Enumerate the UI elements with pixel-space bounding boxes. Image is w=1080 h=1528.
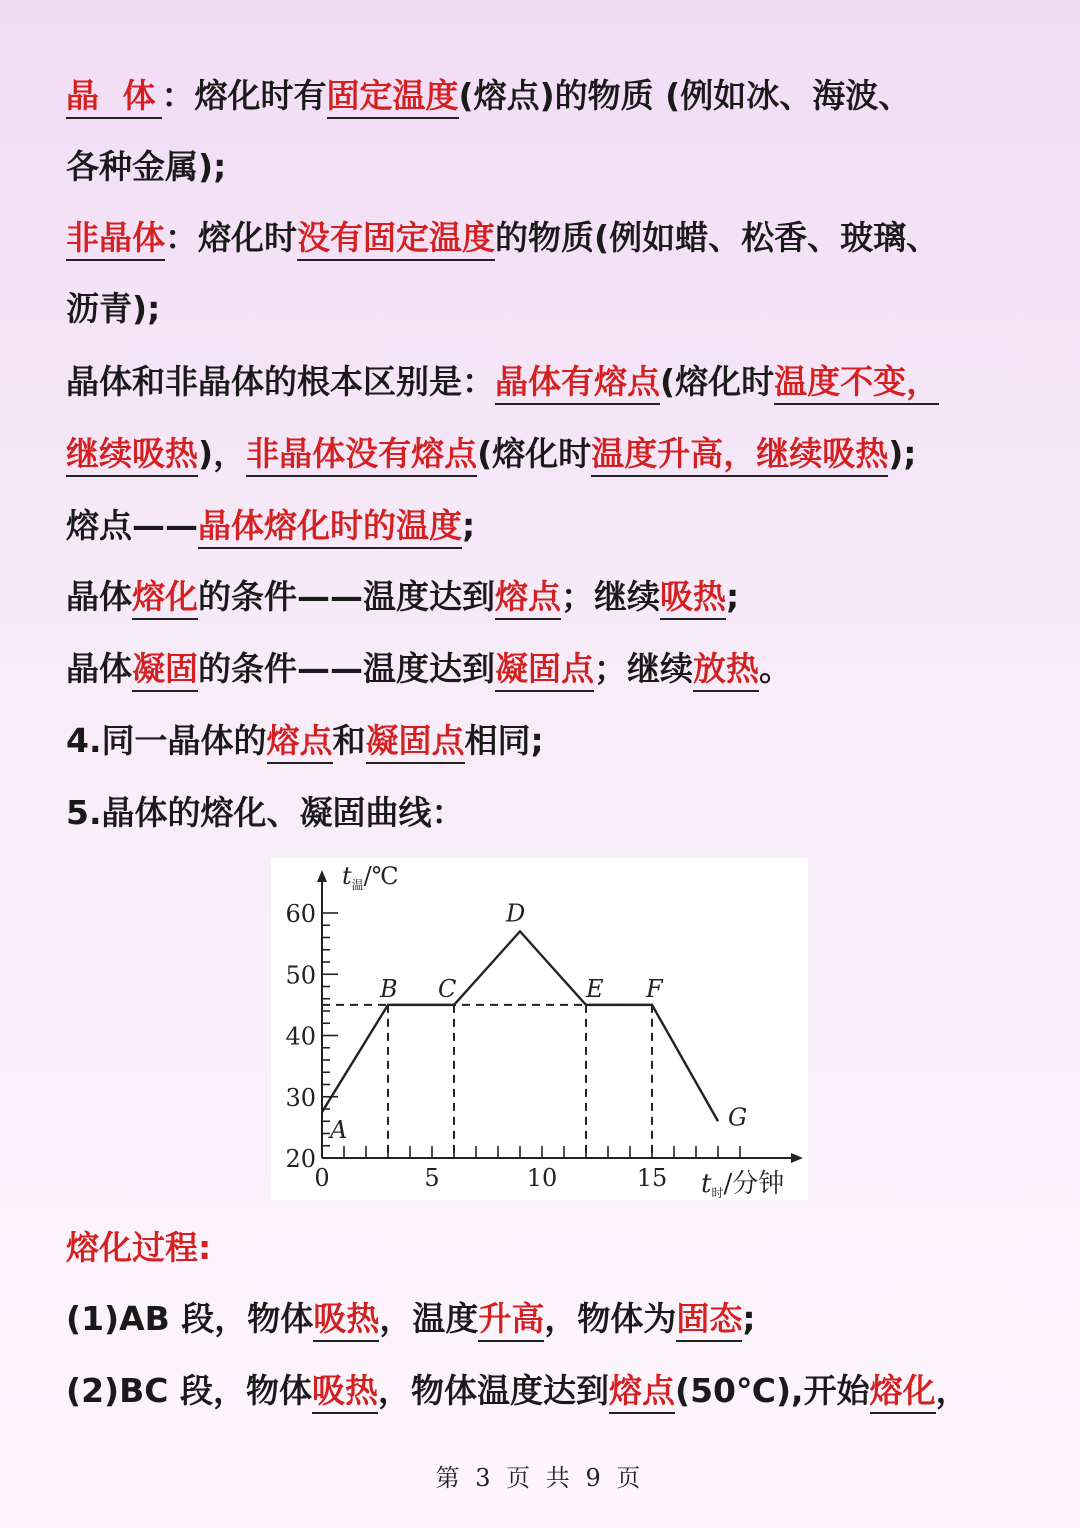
point-label-d: D: [506, 899, 526, 928]
text: ；继续: [594, 649, 693, 688]
line-difference: [66, 362, 1040, 402]
text: );: [888, 434, 917, 473]
keyword: 温度不变，: [774, 362, 939, 405]
line-melting-point: [66, 506, 1040, 546]
line-amorphous-definition: [66, 218, 1040, 258]
y-tick-label: 40: [285, 1022, 316, 1051]
line-solidify-condition: [66, 649, 1040, 689]
keyword: 凝固点: [366, 721, 465, 764]
text: 的条件——温度达到: [198, 577, 495, 616]
x-axis-label: t时/分钟: [701, 1169, 785, 1200]
y-tick-label: 20: [285, 1145, 316, 1173]
line-crystal-definition: [66, 76, 1040, 116]
keyword: 非晶体没有熔点: [246, 434, 477, 477]
point-label-c: C: [438, 974, 457, 1003]
text: 各种金属);: [66, 147, 227, 186]
x-tick-label: 0: [314, 1164, 330, 1192]
y-tick-label: 30: [285, 1083, 316, 1112]
keyword: 放热: [693, 649, 759, 692]
text: ，物体温度达到: [378, 1371, 609, 1410]
point-label-e: E: [586, 974, 604, 1003]
keyword: 熔化: [132, 577, 198, 620]
point-label-f: F: [646, 974, 663, 1003]
text: ，物体为: [544, 1299, 677, 1338]
text: (50℃),开始: [675, 1371, 870, 1410]
text: ;: [462, 506, 476, 545]
keyword: 凝固: [132, 649, 198, 692]
text: ;: [742, 1299, 756, 1338]
text: 4.同一晶体的: [66, 721, 267, 760]
text: 和: [332, 721, 366, 760]
text: 相同;: [464, 721, 544, 760]
text: 晶体和非晶体的根本区别是：: [66, 362, 495, 401]
section-heading: 熔化过程:: [66, 1228, 212, 1267]
line-difference-cont: [66, 434, 1040, 474]
point-label-g: G: [728, 1103, 748, 1132]
melting-solidifying-curve-chart: [271, 858, 808, 1200]
text: 。: [759, 649, 792, 688]
keyword: 晶体有熔点: [495, 362, 660, 405]
line-amorphous-definition-cont: [66, 289, 1040, 329]
chart-svg: [271, 858, 808, 1200]
term-crystal: 晶 体: [66, 76, 162, 119]
x-tick-label: 15: [636, 1164, 668, 1192]
text: 晶体: [66, 649, 132, 688]
y-axis-label: $t_温/℃$: [342, 862, 399, 892]
text: (熔化时: [477, 434, 592, 473]
keyword: 吸热: [313, 1299, 379, 1342]
y-axis-arrow: [317, 870, 327, 882]
keyword: 晶体熔化时的温度: [198, 506, 462, 549]
keyword: 吸热: [312, 1371, 378, 1414]
line-melting-condition: [66, 577, 1040, 617]
text: ，温度: [379, 1299, 479, 1338]
keyword: 熔化: [870, 1371, 936, 1414]
line-melting-process-heading: [66, 1228, 1040, 1268]
text: (熔化时: [660, 362, 775, 401]
text: 的物质(例如蜡、松香、玻璃、: [495, 218, 940, 257]
line-crystal-definition-cont: [66, 147, 1040, 187]
text: ；继续: [561, 577, 660, 616]
y-tick-label: 50: [285, 961, 316, 990]
keyword: 熔点: [267, 721, 333, 764]
text: 沥青);: [66, 289, 161, 328]
text: (1)AB 段，物体: [66, 1299, 314, 1338]
keyword: 温度升高，继续吸热: [591, 434, 888, 477]
x-axis-arrow: [791, 1153, 803, 1163]
text: 熔点——: [66, 506, 198, 545]
x-tick-label: 5: [424, 1164, 440, 1192]
text: (熔点)的物质 (例如冰、海波、: [458, 76, 912, 115]
point-label-b: B: [380, 974, 398, 1003]
text: ：熔化时: [165, 218, 297, 257]
text: 5.晶体的熔化、凝固曲线：: [66, 793, 465, 832]
x-tick-label: 10: [526, 1164, 558, 1192]
keyword: 固定温度: [327, 76, 459, 119]
keyword: 熔点: [495, 577, 561, 620]
keyword: 固态: [676, 1299, 742, 1342]
text: ，: [935, 1371, 969, 1410]
text: ;: [726, 577, 740, 616]
y-tick-label: 60: [285, 900, 316, 928]
text: )，: [198, 434, 247, 473]
temperature-curve: [322, 931, 718, 1121]
keyword: 没有固定温度: [297, 218, 495, 261]
keyword: 吸热: [660, 577, 726, 620]
page-footer: 第 3 页 共 9 页: [435, 1464, 645, 1492]
term-amorphous: 非晶体: [66, 218, 165, 261]
text: 晶体: [66, 577, 132, 616]
line-process-1: [66, 1299, 1040, 1339]
keyword: 熔点: [609, 1371, 675, 1414]
text: 的条件——温度达到: [198, 649, 495, 688]
keyword: 继续吸热: [66, 434, 198, 477]
text: ：熔化时有: [161, 76, 327, 115]
line-point-5: [66, 793, 1040, 833]
keyword: 凝固点: [495, 649, 594, 692]
point-label-a: A: [330, 1116, 348, 1145]
line-process-2: [66, 1371, 1040, 1411]
keyword: 升高: [478, 1299, 544, 1342]
line-point-4: [66, 721, 1040, 761]
text: (2)BC 段，物体: [66, 1371, 312, 1410]
